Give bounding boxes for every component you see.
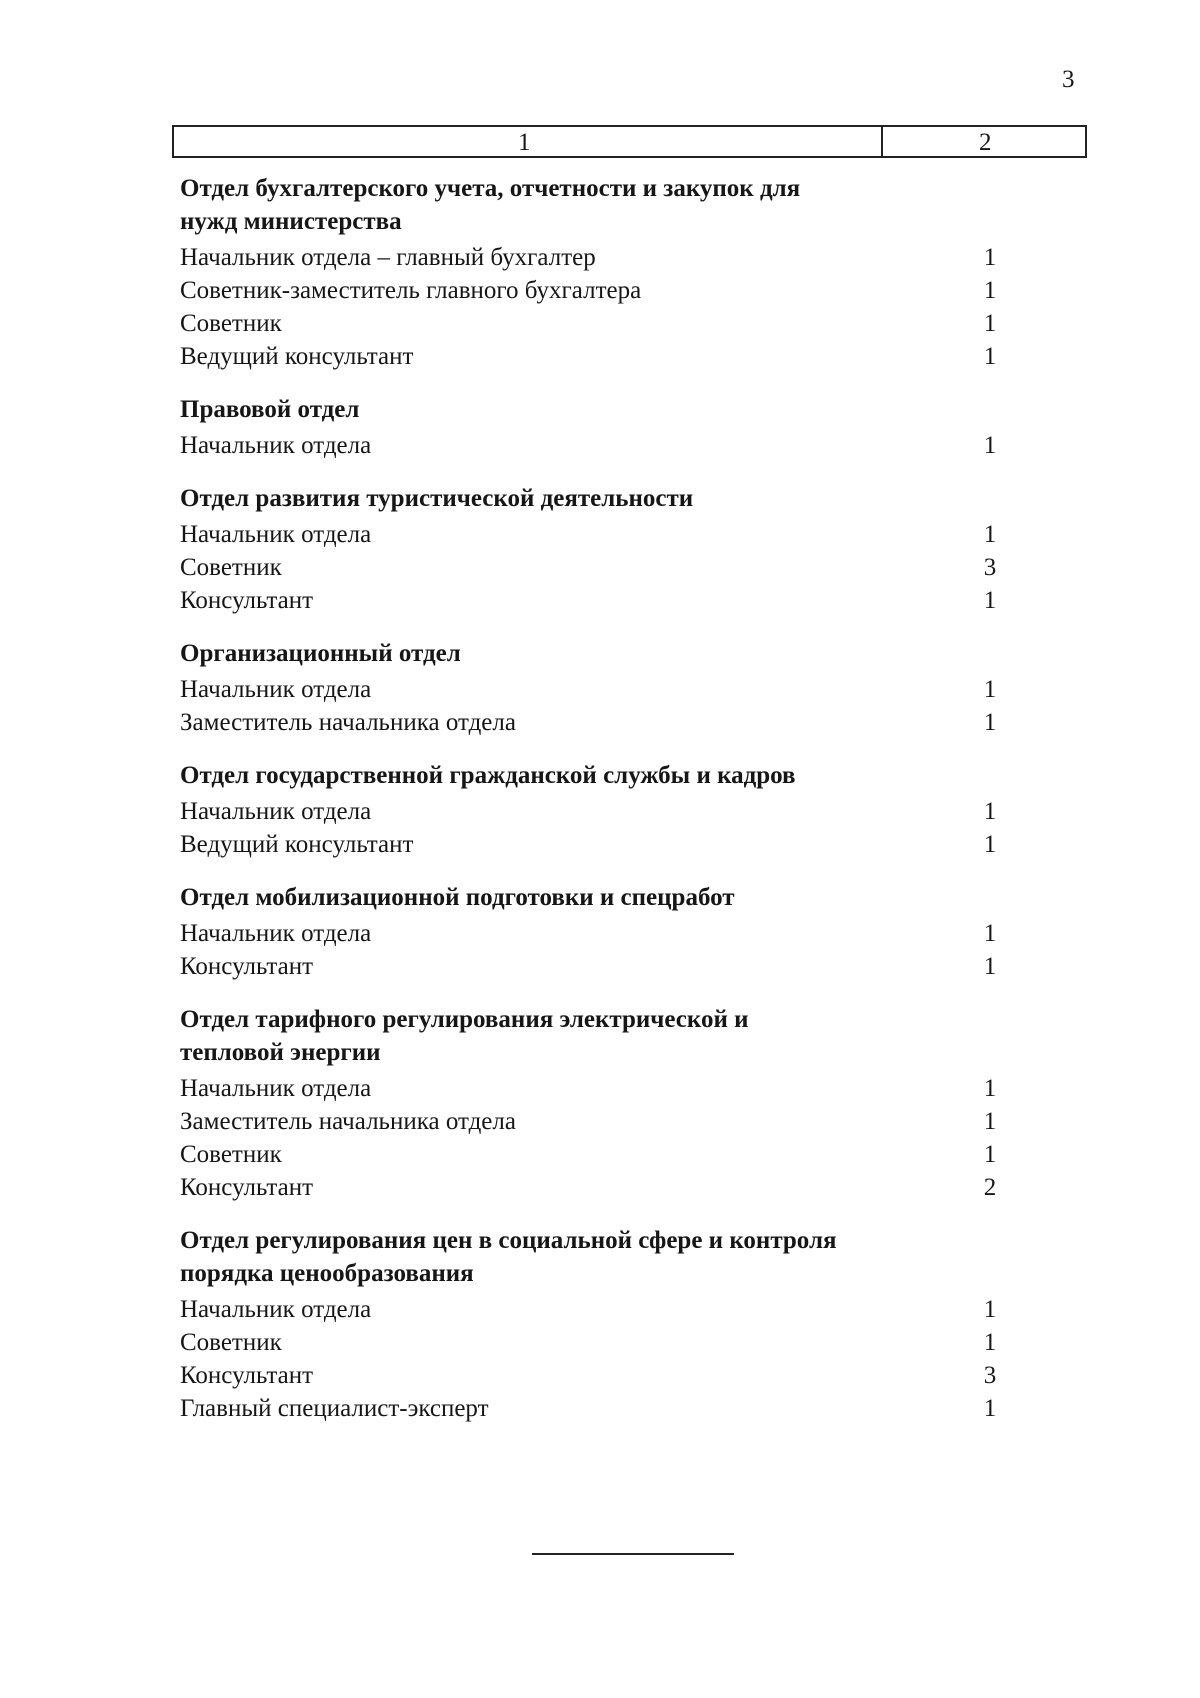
position-row	[180, 706, 1010, 739]
position-row	[180, 828, 1010, 861]
position-name: Консультант	[180, 587, 314, 614]
position-name: Начальник отдела	[180, 1296, 372, 1323]
department-title: Отдел развития туристической деятельности	[180, 485, 694, 512]
position-count: 1	[983, 920, 997, 947]
position-count: 1	[983, 831, 997, 858]
position-count: 1	[983, 1141, 997, 1168]
position-count: 1	[983, 798, 997, 825]
position-count: 1	[983, 432, 997, 459]
position-count: 1	[983, 1329, 997, 1356]
position-name: Начальник отдела	[180, 676, 372, 703]
position-name: Советник	[180, 1329, 282, 1356]
department-section	[180, 881, 1010, 983]
position-count: 1	[983, 1075, 997, 1102]
department-title: Правовой отдел	[180, 396, 360, 423]
position-row	[180, 1171, 1010, 1204]
position-name: Начальник отдела	[180, 1075, 372, 1102]
department-section	[180, 759, 1010, 861]
position-row	[180, 584, 1010, 617]
position-row	[180, 1392, 1010, 1425]
position-name: Начальник отдела	[180, 432, 372, 459]
department-section	[180, 172, 1010, 373]
department-title: Отдел государственной гражданской службы и кадров	[180, 762, 796, 789]
department-title: Отдел тарифного регулирования электрической и тепловой энергии	[180, 1006, 749, 1066]
position-row	[180, 307, 1010, 340]
position-count: 1	[983, 1108, 997, 1135]
position-row	[180, 551, 1010, 584]
staff-list	[180, 172, 1010, 1445]
position-row	[180, 1105, 1010, 1138]
position-count: 1	[983, 1395, 997, 1422]
position-row	[180, 795, 1010, 828]
department-title: Отдел регулирования цен в социальной сфере и контроля порядка ценообразования	[180, 1227, 837, 1287]
position-count: 1	[983, 521, 997, 548]
position-name: Консультант	[180, 1362, 314, 1389]
page-number: 3	[1062, 66, 1075, 93]
position-row	[180, 1326, 1010, 1359]
position-row	[180, 274, 1010, 307]
department-title: Организационный отдел	[180, 640, 461, 667]
position-row	[180, 1359, 1010, 1392]
position-count: 1	[983, 1296, 997, 1323]
position-count: 1	[983, 244, 997, 271]
position-row	[180, 917, 1010, 950]
position-count: 1	[983, 343, 997, 370]
position-row	[180, 518, 1010, 551]
position-name: Начальник отдела – главный бухгалтер	[180, 244, 596, 271]
position-name: Заместитель начальника отдела	[180, 1108, 516, 1135]
position-count: 1	[983, 709, 997, 736]
position-count: 1	[983, 676, 997, 703]
end-rule	[532, 1553, 734, 1555]
position-count: 1	[983, 310, 997, 337]
column-2-number: 2	[979, 129, 992, 156]
position-name: Советник	[180, 554, 282, 581]
position-name: Советник	[180, 310, 282, 337]
position-row	[180, 1072, 1010, 1105]
position-name: Заместитель начальника отдела	[180, 709, 516, 736]
column-1-number: 1	[518, 129, 531, 156]
position-name: Консультант	[180, 1174, 314, 1201]
position-row	[180, 340, 1010, 373]
department-section	[180, 637, 1010, 739]
department-section	[180, 393, 1010, 462]
column-divider	[881, 127, 883, 156]
department-title: Отдел бухгалтерского учета, отчетности и закупок для нужд министерства	[180, 175, 801, 235]
position-name: Начальник отдела	[180, 798, 372, 825]
department-section	[180, 1224, 1010, 1425]
position-name: Начальник отдела	[180, 920, 372, 947]
position-row	[180, 673, 1010, 706]
position-count: 2	[983, 1174, 997, 1201]
position-name: Начальник отдела	[180, 521, 372, 548]
position-name: Ведущий консультант	[180, 343, 414, 370]
table-column-header	[172, 125, 1087, 158]
department-section	[180, 1003, 1010, 1204]
position-name: Советник	[180, 1141, 282, 1168]
position-row	[180, 950, 1010, 983]
position-row	[180, 1138, 1010, 1171]
position-name: Консультант	[180, 953, 314, 980]
department-title: Отдел мобилизационной подготовки и спецработ	[180, 884, 735, 911]
position-count: 3	[983, 554, 997, 581]
position-count: 3	[983, 1362, 997, 1389]
position-row	[180, 429, 1010, 462]
position-row	[180, 1293, 1010, 1326]
position-row	[180, 241, 1010, 274]
position-count: 1	[983, 587, 997, 614]
position-count: 1	[983, 953, 997, 980]
position-name: Советник-заместитель главного бухгалтера	[180, 277, 642, 304]
department-section	[180, 482, 1010, 617]
position-count: 1	[983, 277, 997, 304]
position-name: Главный специалист-эксперт	[180, 1395, 489, 1422]
position-name: Ведущий консультант	[180, 831, 414, 858]
